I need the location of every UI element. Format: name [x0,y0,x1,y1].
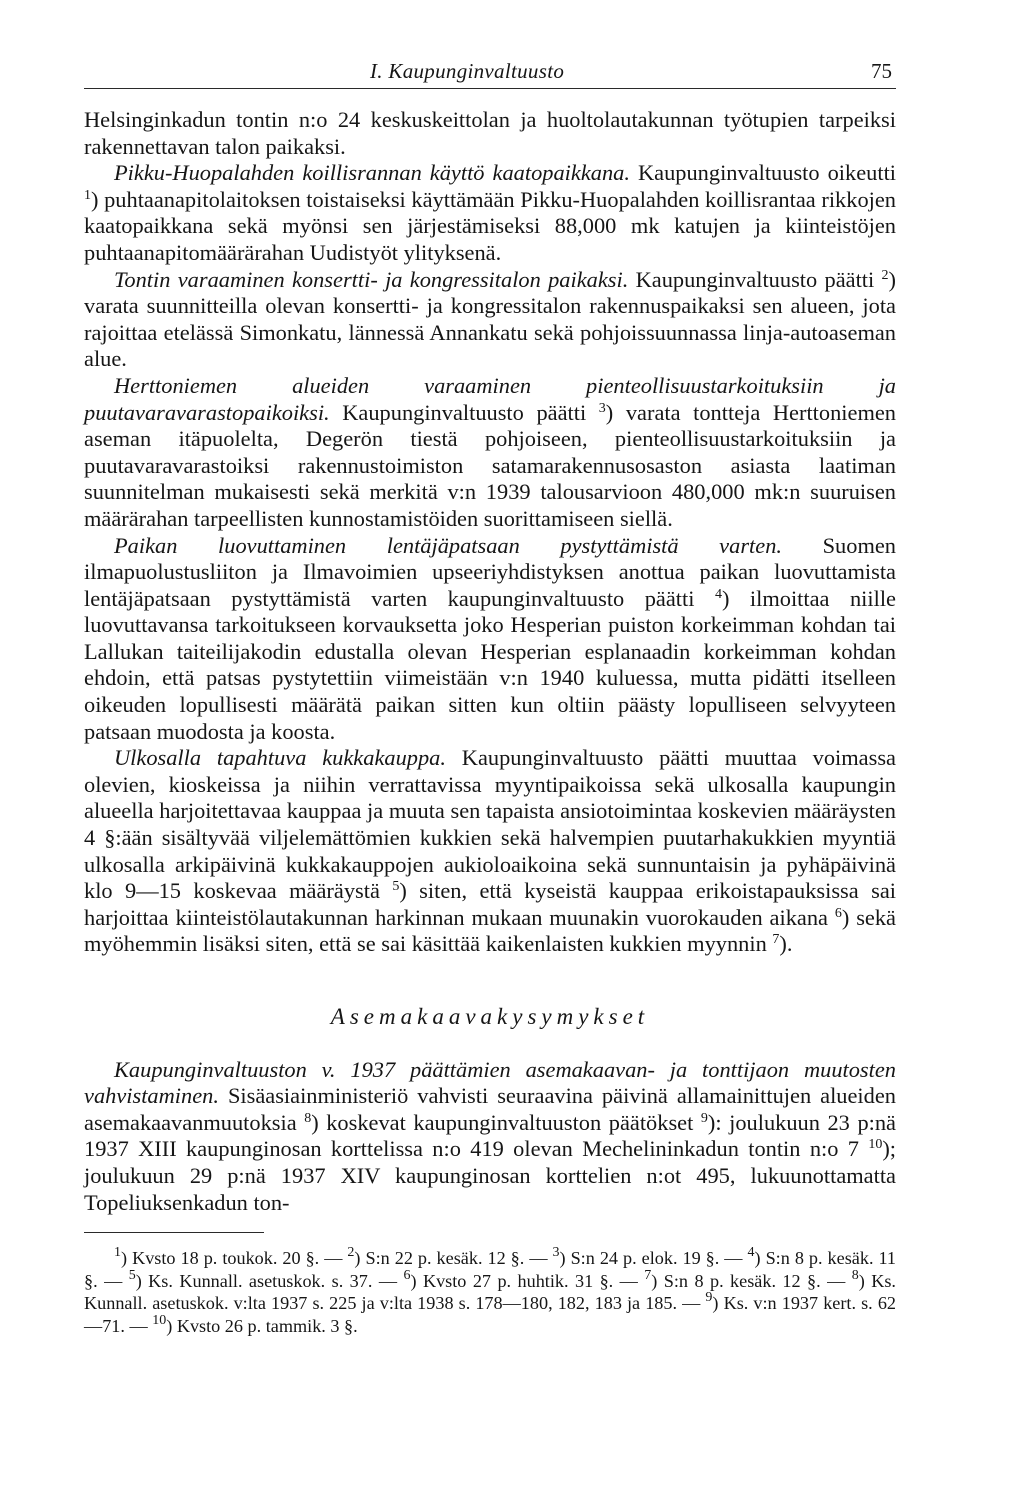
running-title: I. Kaupunginvaltuusto [370,59,565,83]
paragraph-heading: Tontin varaaminen konsertti- ja kongressitalon paikaksi. [114,266,629,292]
footnote-ref: 4 [714,586,722,602]
footnote-marker: 5 [128,1267,136,1283]
paragraph-kaatopaikka [84,160,896,266]
footnote-text: S:n 22 p. kesäk. 12 §. — [365,1248,553,1269]
footnote-ref: 1 [84,187,91,203]
paragraph-heading: Pikku-Huopalahden koillisrannan käyttö kaatopaikkana. [114,160,630,186]
footnote-divider [84,1232,264,1233]
paragraph-text: ) siten, että kyseistä kauppaa erikoistapauksissa sai harjoittaa kiinteistölautakunnan harkinnan mukaan muunakin vuorokauden aikana [84,878,896,930]
footnote-ref: 10 [868,1137,883,1153]
section-heading: Asemakaavakysymykset [330,1004,650,1029]
footnote-marker: 3 [552,1245,560,1261]
paragraph-text: Suomen ilmapuolustusliiton ja Ilmavoimien upseeriyhdistyksen anottua paikan luovuttamista lentäjäpatsaan pystyttämistä varten kaupunginvaltuusto päätti [84,532,896,611]
footnote-ref: 9 [700,1110,708,1126]
paragraph-text: Helsinginkadun tontin n:o 24 keskuskeittolan ja huoltolautakunnan työtupien tarpeiksi rakennettavan talon paikaksi. [84,107,896,159]
footnote-text: Ks. v:n 1937 kert. s. 62—71. — [84,1293,897,1336]
footnote-text: Kvsto 27 p. huhtik. 31 §. — [422,1270,645,1291]
running-header [84,52,896,89]
footnote-marker: 8 [851,1267,859,1283]
paragraph-text: ); joulukuun 29 p:nä 1937 XIV kaupunginosan korttelien n:ot 495, lukuunottamatta Topeliuksenkadun ton- [84,1136,896,1215]
footnote-ref: 6 [834,905,842,921]
paragraph-continuation [84,107,896,160]
paragraph-lentajapatsas [84,533,896,746]
footnote-marker: 4 [747,1245,755,1261]
paragraph-heading: Paikan luovuttaminen lentäjäpatsaan pystyttämistä varten. [114,532,782,558]
footnote-ref: 8 [304,1110,312,1126]
footnote-ref: 7 [772,932,780,948]
paragraph-text: Kaupunginvaltuusto päätti [329,399,599,425]
document-page [84,52,896,1338]
paragraph-heading: Herttoniemen alueiden varaaminen pienteollisuustarkoituksiin ja puutavaravarastopaikoiksi. [84,372,896,425]
footnote-marker: 2 [347,1245,355,1261]
paragraph-herttoniemi [84,373,896,533]
paragraph-asemakaava [84,1057,896,1217]
footnote-text: Ks. Kunnall. asetuskok. v:lta 1937 s. 225 ja v:lta 1938 s. 178—180, 182, 183 ja 185. — [84,1270,896,1314]
paragraph-text: ) sekä myöhemmin lisäksi siten, että se sai käsittää kaikenlaisten kukkien myynnin [84,904,896,957]
paragraph-text: ) varata suunnitteilla olevan konsertti- ja kongressitalon rakennuspaikaksi sen alueen, jota rajoittaa etelässä Simonkatu, lännessä Annankatu sekä pohjoissuunnassa linja-autoaseman alue. [84,266,896,372]
footnote-marker: 7 [644,1267,652,1283]
paragraph-text: ) koskevat kaupunginvaltuuston päätökset [311,1109,701,1135]
footnotes [84,1247,896,1337]
footnote-text: S:n 8 p. kesäk. 11 §. — [84,1248,897,1291]
footnote-marker: 6 [403,1267,411,1283]
paragraph-text: ) ilmoittaa niille luovuttavansa tarkoitukseen korvauksetta joko Hesperian puiston korkeimman kohdan tai Lallukan taiteilijakodin edustalla olevan Hesperian esplanaadin korkeimman kohdan ehdoin, että patsas pystytettiin viimeistään v:n 1940 kuluessa, mutta pidätti itselleen oikeuden lopullisesti määrätä paikan sitten kun oltiin päästy lopulliseen selvyyteen patsaan muodosta ja koosta. [84,585,896,744]
footnote-ref: 5 [392,879,400,895]
paragraph-heading: Ulkosalla tapahtuva kukkakauppa. [114,745,446,771]
paragraph-text: ). [779,931,793,957]
paragraph-text: Kaupunginvaltuusto päätti [628,266,882,292]
paragraph-heading: Kaupunginvaltuuston v. 1937 päättämien asemakaavan- ja tonttijaon muutosten vahvistaminen. [84,1056,896,1109]
paragraph-konserttitalo [84,267,896,373]
paragraph-text: ) puhtaanapitolaitoksen toistaiseksi käyttämään Pikku-Huopalahden koillisrantaa rikkojen kaatopaikkana sekä myönsi sen järjestämiseksi 88,000 mk katujen ja kiinteistöjen puhtaanapitomäärärahan Uudistyöt ylityksenä. [84,186,896,265]
footnote-block: $^1$) Kvsto 18 p. toukok. 20 §. — $^2$) S:n 22 p. kesäk. 12 §. — $^3$) S:n 24 p. elok. 19 §. — $^4$) S:n 8 p. kesäk. 11 §. — $^5$) Ks. Kunnall. asetuskok. s. 37. — $^6$) Kvsto 27 p. huhtik. 31 §. — $^7$) S:n 8 p. kesäk. 12 §. — $^8$) Ks. Kunnall. asetuskok. v:lta 1937 s. 225 ja v:lta 1938 s. 178—180, 182, 183 ja 185. — $^9$) Ks. v:n 1937 kert. s. 62—71. — $^{10}$) Kvsto 26 p. tammik. 3 §. [84,1245,897,1336]
paragraph-text: Kaupunginvaltuusto oikeutti [629,160,897,186]
footnote-text: Kvsto 26 p. tammik. 3 §. [176,1315,358,1336]
body-text [84,107,896,1216]
paragraph-text: ) varata tontteja Herttoniemen aseman itäpuolelta, Degerön tiestä pohjoiseen, pienteollisuustarkoituksiin ja puutavaravarastoiksi rakennustoimiston satamarakennusosaston asiasta laatiman suunnitelman mukaisesti sekä merkitä v:n 1939 talousarvioon 480,000 mk:n suuruisen määrärahan tarpeellisten kunnostamistöiden suorittamiseen siellä. [84,399,896,531]
footnote-marker: 1 [114,1245,121,1261]
footnote-text: S:n 24 p. elok. 19 §. — [570,1248,748,1269]
footnote-text: S:n 8 p. kesäk. 12 §. — [663,1270,852,1291]
paragraph-text: Kaupunginvaltuusto päätti muuttaa voimassa olevien, kioskeissa ja niihin verrattavissa myyntipaikoissa sekä ulkosalla kaupungin alueella harjoitettavaa kauppaa ja muuta sen tapaista ansiotoimintaa koskevien määräysten 4 §:ään sisältyvää viljelemättömien kukkien sekä halvempien puutarhakukkien myyntiä ulkosalla arkipäivinä kukkakauppojen aukioloaikoina sekä sunnuntaisin ja pyhäpäivinä klo 9—15 koskevaa määräystä [84,745,896,904]
paragraph-kukkakauppa [84,745,896,958]
page-number: 75 [871,59,892,83]
paragraph-text: ): joulukuun 23 p:nä 1937 XIII kaupunginosan korttelissa n:o 419 olevan Mechelininkadun tontin n:o 7 [84,1109,896,1162]
footnote-text: Kvsto 18 p. toukok. 20 §. — [132,1248,348,1269]
footnote-marker: 10 [152,1312,167,1328]
paragraph-text: Sisäasiainministeriö vahvisti seuraavina päivinä allamainittujen alueiden asemakaavanmuutoksia [84,1083,896,1135]
footnote-ref: 3 [598,400,606,416]
footnote-ref: 2 [881,267,889,283]
footnote-text: Ks. Kunnall. asetuskok. s. 37. — [148,1270,404,1291]
footnote-marker: 9 [705,1290,713,1306]
